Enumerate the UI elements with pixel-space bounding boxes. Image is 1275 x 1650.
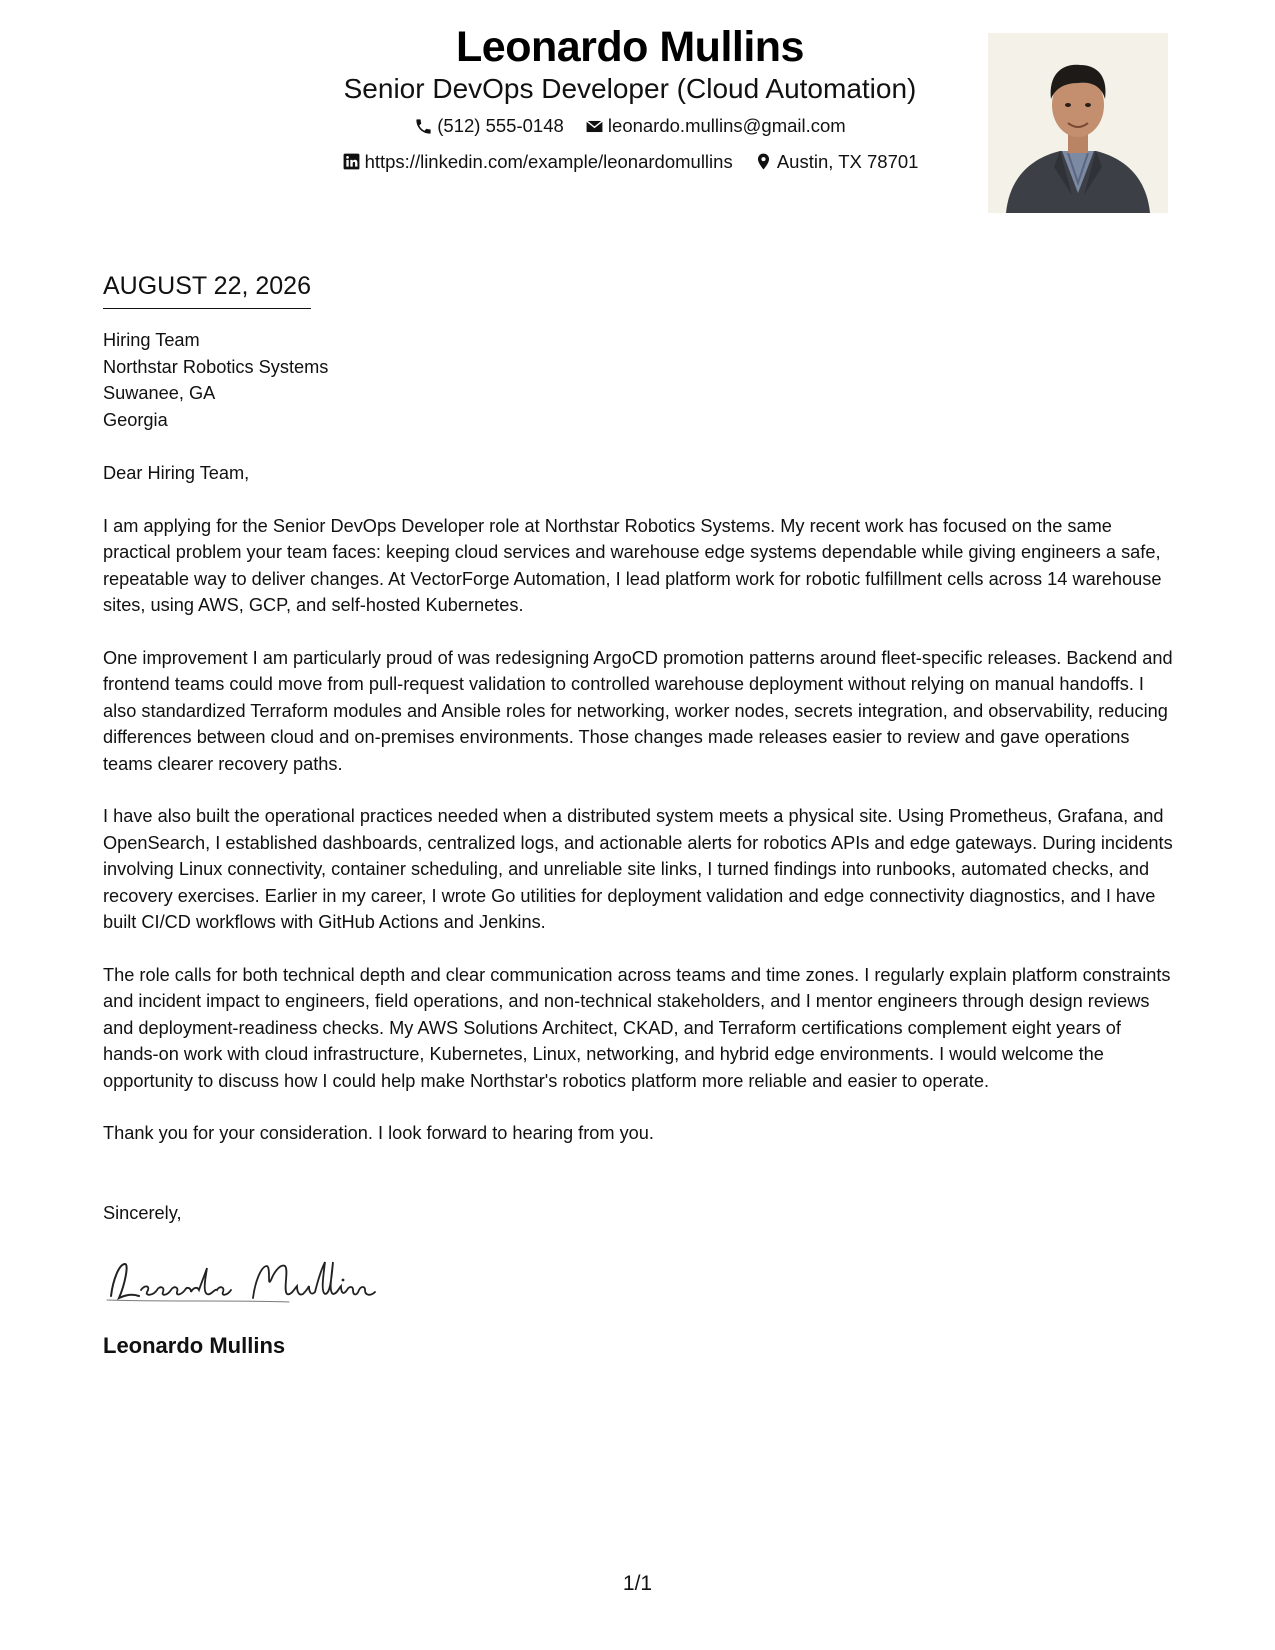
linkedin-url[interactable]: https://linkedin.com/example/leonardomullins — [364, 150, 733, 172]
body-paragraph: Thank you for your consideration. I look forward to hearing from you. — [103, 1123, 654, 1143]
recipient-line: Hiring Team — [103, 330, 200, 350]
body-paragraph: I am applying for the Senior DevOps Developer role at Northstar Robotics Systems. My recent work has focused on the same practical problem your team faces: keeping cloud services and warehouse edge systems dependable while giving engineers a safe, repeatable way to deliver changes. At VectorForge Automation, I lead platform work for robotic fulfillment cells across 14 warehouse sites, using AWS, GCP, and self-hosted Kubernetes. — [103, 515, 1162, 615]
closing: Sincerely, — [103, 1202, 182, 1223]
letter-date: AUGUST 22, 2026 — [103, 270, 311, 309]
contact-email[interactable] — [585, 110, 846, 142]
contact-phone — [414, 110, 564, 142]
handwritten-signature — [103, 1250, 1173, 1320]
contact-location — [754, 146, 919, 178]
signed-name: Leonardo Mullins — [103, 1333, 286, 1358]
recipient-block — [103, 327, 1173, 433]
location-text: Austin, TX 78701 — [776, 150, 919, 172]
header-text-block — [160, 22, 1100, 181]
contact-line-2 — [160, 146, 1100, 182]
job-title: Senior DevOps Developer (Cloud Automation) — [343, 73, 917, 104]
envelope-icon — [585, 117, 604, 136]
map-pin-icon — [754, 152, 773, 171]
recipient-line: Georgia — [103, 409, 168, 430]
signature-image — [103, 1250, 423, 1320]
salutation: Dear Hiring Team, — [103, 463, 250, 483]
email-address[interactable]: leonardo.mullins@gmail.com — [607, 115, 846, 136]
page-number: 1/1 — [622, 1572, 653, 1595]
body-paragraph: One improvement I am particularly proud of was redesigning ArgoCD promotion patterns around fleet-specific releases. Backend and frontend teams could move from pull-request validation to controlled warehouse deployment without relying on manual handoffs. I also standardized Terraform modules and Ansible roles for networking, worker nodes, secrets integration, and observability, reducing differences between cloud and on-premises environments. Those changes made releases easier to review and gave operations teams clearer recovery paths. — [103, 647, 1173, 774]
contact-linkedin[interactable] — [342, 146, 733, 178]
applicant-name: Leonardo Mullins — [456, 23, 804, 71]
body-paragraph: I have also built the operational practices needed when a distributed system meets a physical site. Using Prometheus, Grafana, and OpenSearch, I established dashboards, centralized logs, and actionable alerts for robotics APIs and edge gateways. During incidents involving Linux connectivity, container scheduling, and unreliable site links, I turned findings into runbooks, automated checks, and recovery exercises. Earlier in my career, I wrote Go utilities for deployment validation and edge connectivity diagnostics, and I have built CI/CD workflows with GitHub Actions and Jenkins. — [103, 806, 1173, 932]
body-paragraph: The role calls for both technical depth and clear communication across teams and time zones. I regularly explain platform constraints and incident impact to engineers, field operations, and non-technical stakeholders, and I mentor engineers through design reviews and deployment-readiness checks. My AWS Solutions Architect, CKAD, and Terraform certifications complement eight years of hands-on work with cloud infrastructure, Kubernetes, Linux, networking, and hybrid edge environments. I would welcome the opportunity to discuss how I could help make Northstar's robotics platform more reliable and easier to operate. — [103, 964, 1171, 1091]
letter-body — [103, 270, 1173, 1360]
recipient-line: Suwanee, GA — [103, 383, 216, 403]
letter-header — [0, 0, 1275, 230]
phone-icon — [414, 117, 433, 136]
contact-line-1 — [160, 110, 1100, 146]
profile-photo — [988, 33, 1168, 213]
phone-number: (512) 555-0148 — [437, 115, 564, 136]
recipient-line: Northstar Robotics Systems — [103, 356, 329, 377]
linkedin-icon — [342, 152, 361, 171]
profile-photo-image — [988, 33, 1168, 213]
